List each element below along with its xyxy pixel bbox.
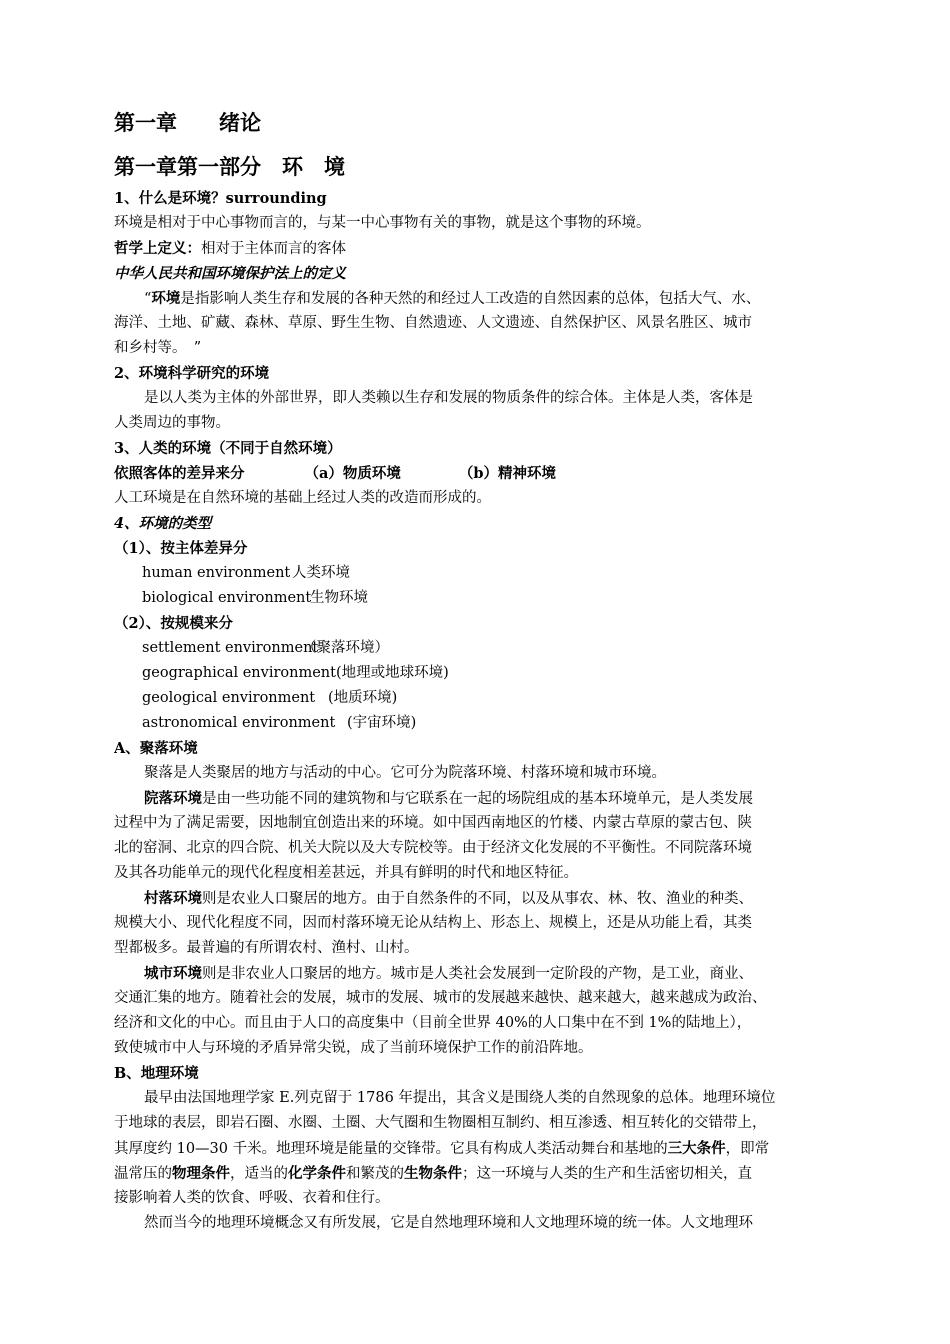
paragraph: 院落环境是由一些功能不同的建筑物和与它联系在一起的场院组成的基本环境单元，是人类发展 bbox=[144, 790, 753, 807]
paragraph: 于地球的表层，即岩石圈、水圈、土圈、大气圈和生物圈相互制约、相互渗透、相互转化的交错带上， bbox=[114, 1115, 767, 1131]
heading-b: B、地理环境 bbox=[114, 1065, 199, 1082]
paragraph: 聚落是人类聚居的地方与活动的中心。它可分为院落环境、村落环境和城市环境。 bbox=[144, 765, 666, 781]
material-env: （a）物质环境 bbox=[304, 465, 401, 482]
paragraph: 人类周边的事物。 bbox=[114, 415, 230, 431]
law-line bbox=[114, 286, 874, 311]
paragraph: 环境是相对于中心事物而言的，与某一中心事物有关的事物，就是这个事物的环境。 bbox=[114, 215, 651, 231]
paragraph: 然而当今的地理环境概念又有所发展，它是自然地理环境和人文地理环境的统一体。人文地理环 bbox=[144, 1215, 753, 1231]
text: 是指影响人类生存和发展的各种天然的和经过人工改造的自然因素的总体，包括大气、水、 bbox=[180, 291, 761, 307]
paragraph: 及其各功能单元的现代化程度相差甚远，并具有鲜明的时代和地区特征。 bbox=[114, 865, 578, 881]
law-line: 海洋、土地、矿藏、森林、草原、野生生物、自然遗迹、人文遗迹、自然保护区、风景名胜区、城市 bbox=[114, 315, 752, 331]
paragraph: 北的窑洞、北京的四合院、机关大院以及大专院校等。由于经济文化发展的不平衡性。不同院落环境 bbox=[114, 840, 752, 856]
paragraph: 是以人类为主体的外部世界，即人类赖以生存和发展的物质条件的综合体。主体是人类，客体是 bbox=[144, 390, 753, 406]
law-heading: 中华人民共和国环境保护法上的定义 bbox=[114, 265, 346, 282]
paragraph: 致使城市中人与环境的矛盾异常尖锐，成了当前环境保护工作的前沿阵地。 bbox=[114, 1040, 593, 1056]
list-item: geological environment (地质环境) bbox=[142, 690, 398, 706]
term: 环境 bbox=[151, 290, 181, 307]
list-item: human environment 人类环境 bbox=[142, 565, 350, 581]
list-item: astronomical environment (宇宙环境) bbox=[142, 715, 417, 731]
heading-3: 3、人类的环境（不同于自然环境） bbox=[114, 440, 342, 457]
chapter-title: 第一章 绪论 bbox=[114, 110, 261, 135]
heading-a: A、聚落环境 bbox=[114, 740, 198, 757]
paragraph: 型都极多。最普遍的有所谓农村、渔村、山村。 bbox=[114, 940, 419, 956]
paragraph: 村落环境则是农业人口聚居的地方。由于自然条件的不同，以及从事农、林、牧、渔业的种类、 bbox=[144, 890, 753, 907]
list-item: geographical environment(地理或地球环境) bbox=[142, 665, 449, 681]
paragraph: 城市环境则是非农业人口聚居的地方。城市是人类社会发展到一定阶段的产物，是工业，商业、 bbox=[144, 965, 753, 982]
list-item: biological environment生物环境 bbox=[142, 590, 368, 606]
philosophy-definition bbox=[114, 236, 874, 261]
heading-4: 4、环境的类型 bbox=[114, 515, 212, 532]
subheading: （1）、按主体差异分 bbox=[114, 540, 248, 557]
paragraph: 最早由法国地理学家 E.列克留于 1786 年提出，其含义是围绕人类的自然现象的总体。地理环境位 bbox=[144, 1090, 776, 1106]
paragraph: 经济和文化的中心。而且由于人口的高度集中（目前全世界 40%的人口集中在不到 1%的陆地上）， bbox=[114, 1015, 752, 1031]
classification-line bbox=[114, 461, 874, 486]
text: 相对于主体而言的客体 bbox=[201, 241, 346, 257]
quote-open: “ bbox=[144, 291, 152, 307]
paragraph: 规模大小、现代化程度不同，因而村落环境无论从结构上、形态上、规模上，还是从功能上看，其类 bbox=[114, 915, 752, 931]
paragraph: 人工环境是在自然环境的基础上经过人类的改造而形成的。 bbox=[114, 490, 491, 506]
document-page bbox=[114, 108, 874, 1236]
law-line: 和乡村等。 ” bbox=[114, 340, 202, 356]
basis: 依照客体的差异来分 bbox=[114, 465, 245, 482]
paragraph: 温常压的物理条件，适当的化学条件和繁茂的生物条件；这一环境与人类的生产和生活密切相关，直 bbox=[114, 1165, 752, 1182]
heading-1: 1、什么是环境？surrounding bbox=[114, 190, 327, 207]
paragraph: 接影响着人类的饮食、呼吸、衣着和住行。 bbox=[114, 1190, 390, 1206]
spiritual-env: （b）精神环境 bbox=[458, 465, 557, 482]
paragraph: 其厚度约 10—30 千米。地理环境是能量的交锋带。它具有构成人类活动舞台和基地的三大条件，即常 bbox=[114, 1140, 770, 1157]
heading-2: 2、环境科学研究的环境 bbox=[114, 365, 270, 382]
label: 哲学上定义： bbox=[114, 240, 201, 257]
paragraph: 交通汇集的地方。随着社会的发展，城市的发展、城市的发展越来越快、越来越大，越来越成为政治、 bbox=[114, 990, 767, 1006]
paragraph: 过程中为了满足需要，因地制宜创造出来的环境。如中国西南地区的竹楼、内蒙古草原的蒙古包、陕 bbox=[114, 815, 752, 831]
list-item: settlement environment（聚落环境） bbox=[142, 640, 389, 656]
section-title: 第一章第一部分 环 境 bbox=[114, 154, 345, 179]
subheading: （2）、按规模来分 bbox=[114, 615, 233, 632]
